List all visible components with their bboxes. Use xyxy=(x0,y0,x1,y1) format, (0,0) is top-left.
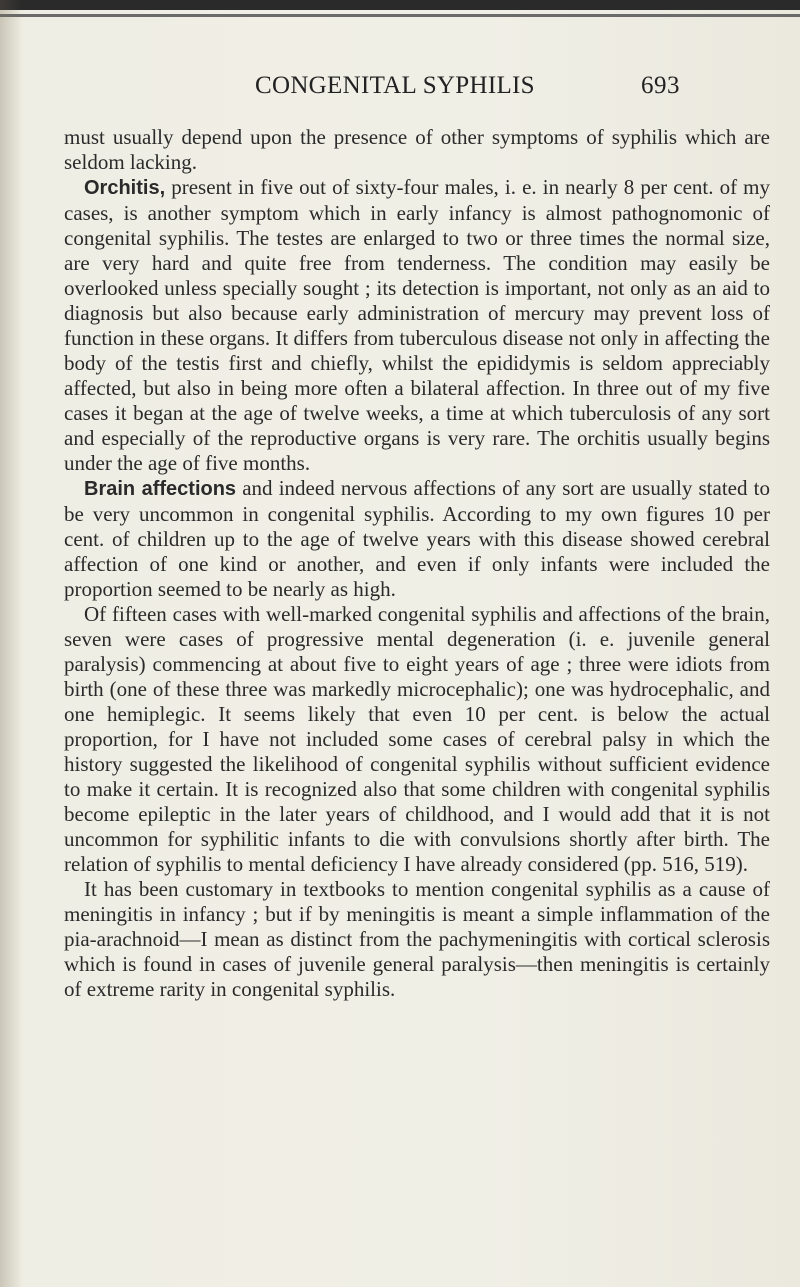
paragraph-brain-affections-text: and indeed nervous affections of any sort are usually stated to be very uncommon in congenital syphilis. According to my own figures 10 per cent. of children up to the age of twelve years with this disease showed cerebral affection of one kind or another, and even if only infants were included the proportion seemed to be nearly as high. xyxy=(64,476,770,601)
body-text xyxy=(64,125,770,1002)
page-header xyxy=(0,72,800,106)
paragraph-orchitis xyxy=(64,175,770,476)
paragraph-orchitis-text: present in five out of sixty-four males, i. e. in nearly 8 per cent. of my cases, is another symptom which in early infancy is almost pathognomonic of congenital syphilis. The testes are enlarged to two or three times the normal size, are very hard and quite free from tenderness. The condition may easily be overlooked unless specially sought ; its detection is important, not only as an aid to diagnosis but also because early administration of mercury may prevent loss of function in these organs. It differs from tuberculous disease not only in affecting the body of the testis first and chiefly, whilst the epididymis is seldom appreciably affected, but also in being more often a bilateral affection. In three out of my five cases it began at the age of twelve weeks, a time at which tuberculosis of any sort and especially of the reproductive organs is very rare. The orchitis usually begins under the age of five months. xyxy=(64,175,770,475)
top-edge-rule xyxy=(0,0,800,10)
paragraph-brain-affections xyxy=(64,476,770,602)
paragraph-meningitis: It has been customary in textbooks to mention congenital syphilis as a cause of meningitis in infancy ; but if by meningitis is meant a simple inflammation of the pia-arachnoid—I mean as distinct from the pachymeningitis with cortical sclerosis which is found in cases of juvenile general paralysis—then meningitis is certainly of extreme rarity in congenital syphilis. xyxy=(64,877,770,1001)
paragraph-continuation: must usually depend upon the presence of other symptoms of syphilis which are seldom lacking. xyxy=(64,125,770,174)
run-in-heading-orchitis: Orchitis, xyxy=(84,177,166,199)
running-title: CONGENITAL SYPHILIS xyxy=(255,72,535,99)
page-number: 693 xyxy=(641,72,680,99)
top-edge-thin-rule xyxy=(0,14,800,17)
paragraph-fifteen-cases: Of fifteen cases with well-marked congenital syphilis and affections of the brain, seven were cases of progressive mental degeneration (i. e. juvenile general paralysis) commencing at about five to eight years of age ; three were idiots from birth (one of these three was markedly microcephalic); one was hydrocephalic, and one hemiplegic. It seems likely that even 10 per cent. is below the actual proportion, for I have not included some cases of cerebral palsy in which the history suggested the likelihood of congenital syphilis without sufficient evidence to make it certain. It is recognized also that some children with congenital syphilis become epileptic in the later years of childhood, and I would add that it is not uncommon for syphilitic infants to die with convulsions shortly after birth. The relation of syphilis to mental deficiency I have already considered (pp. 516, 519). xyxy=(64,602,770,876)
gutter-shadow xyxy=(0,0,22,1287)
run-in-heading-brain-affections: Brain affections xyxy=(84,478,237,500)
